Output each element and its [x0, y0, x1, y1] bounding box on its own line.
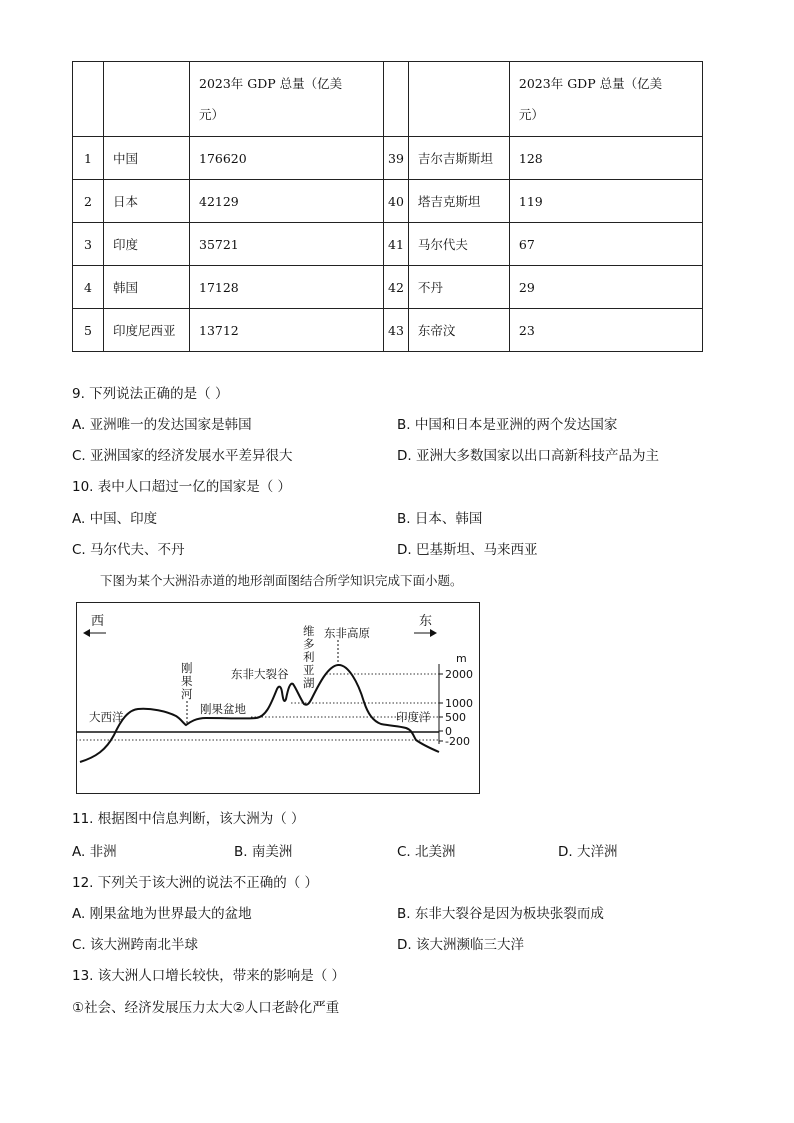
q10-option-d[interactable]: D. 巴基斯坦、马来西亚 [397, 542, 538, 558]
indian-ocean-label: 印度洋 [396, 710, 431, 724]
gdp-cell: 42129 [190, 180, 384, 223]
congo-river-label-3: 河 [181, 687, 193, 701]
country-cell: 马尔代夫 [408, 223, 509, 266]
tick-label: 0 [445, 725, 452, 738]
q10-option-b[interactable]: B. 日本、韩国 [397, 511, 483, 527]
q11-option-d[interactable]: D. 大洋洲 [558, 844, 618, 860]
gdp-cell: 17128 [190, 266, 384, 309]
rank-cell: 40 [384, 180, 409, 223]
q12-stem: 12. 下列关于该大洲的说法不正确的（ ） [72, 875, 319, 891]
q9-option-d[interactable]: D. 亚洲大多数国家以出口高新科技产品为主 [397, 448, 659, 464]
tick-label: 2000 [445, 668, 473, 681]
east-label: 东 [419, 614, 433, 629]
tick-label: 500 [445, 711, 466, 724]
rank-cell: 5 [73, 309, 104, 352]
header-cell-rank-left [73, 62, 104, 137]
axis-unit: m [456, 652, 467, 665]
table-row [73, 266, 703, 309]
gdp-cell: 67 [509, 223, 702, 266]
q13-stem: 13. 该大洲人口增长较快，带来的影响是（ ） [72, 968, 346, 984]
west-label: 西 [91, 614, 105, 629]
table-header-row [73, 62, 703, 137]
header-cell-rank-right [384, 62, 409, 137]
gdp-table [72, 61, 703, 352]
q9-stem: 9. 下列说法正确的是（ ） [72, 386, 229, 402]
rank-cell: 39 [384, 137, 409, 180]
congo-river-label-2: 果 [181, 674, 193, 688]
table-row [73, 309, 703, 352]
header-cell-country-left [104, 62, 190, 137]
country-cell: 中国 [104, 137, 190, 180]
gdp-cell: 13712 [190, 309, 384, 352]
congo-river-label-1: 刚 [181, 661, 193, 675]
rank-cell: 2 [73, 180, 104, 223]
victoria-label-5: 湖 [303, 676, 315, 690]
victoria-label-2: 多 [303, 637, 315, 651]
header-cell-country-right [408, 62, 509, 137]
q9-option-b[interactable]: B. 中国和日本是亚洲的两个发达国家 [397, 417, 618, 433]
victoria-label-3: 利 [303, 650, 315, 664]
q12-option-c[interactable]: C. 该大洲跨南北半球 [72, 937, 199, 953]
gdp-cell: 23 [509, 309, 702, 352]
country-cell: 韩国 [104, 266, 190, 309]
rift-valley-label: 东非大裂谷 [231, 667, 289, 681]
header-cell-gdp-left [190, 62, 384, 137]
gdp-cell: 35721 [190, 223, 384, 266]
q11-option-a[interactable]: A. 非洲 [72, 844, 117, 860]
tick-label: 1000 [445, 697, 473, 710]
country-cell: 印度尼西亚 [104, 309, 190, 352]
header-gdp-text: 2023年 GDP 总量（亿美 [199, 76, 343, 91]
tick-label: -200 [445, 735, 470, 748]
q12-option-a[interactable]: A. 刚果盆地为世界最大的盆地 [72, 906, 252, 922]
rank-cell: 43 [384, 309, 409, 352]
header-gdp-unit: 元） [199, 107, 225, 122]
terrain-profile-diagram [76, 602, 480, 794]
q11-option-c[interactable]: C. 北美洲 [397, 844, 456, 860]
q10-option-c[interactable]: C. 马尔代夫、不丹 [72, 542, 185, 558]
gdp-cell: 176620 [190, 137, 384, 180]
rank-cell: 1 [73, 137, 104, 180]
victoria-label-4: 亚 [303, 663, 315, 677]
rank-cell: 3 [73, 223, 104, 266]
country-cell: 东帝汶 [408, 309, 509, 352]
q9-option-a[interactable]: A. 亚洲唯一的发达国家是韩国 [72, 417, 252, 433]
header-cell-gdp-right [509, 62, 702, 137]
q10-stem: 10. 表中人口超过一亿的国家是（ ） [72, 479, 292, 495]
q11-stem: 11. 根据图中信息判断，该大洲为（ ） [72, 811, 305, 827]
q9-option-c[interactable]: C. 亚洲国家的经济发展水平差异很大 [72, 448, 293, 464]
gdp-cell: 29 [509, 266, 702, 309]
east-africa-plateau-label: 东非高原 [324, 626, 370, 640]
table-row [73, 180, 703, 223]
country-cell: 日本 [104, 180, 190, 223]
country-cell: 不丹 [408, 266, 509, 309]
q13-statement-line: ①社会、经济发展压力太大②人口老龄化严重 [72, 1000, 340, 1016]
rank-cell: 4 [73, 266, 104, 309]
country-cell: 吉尔吉斯斯坦 [408, 137, 509, 180]
country-cell: 塔吉克斯坦 [408, 180, 509, 223]
table-row [73, 137, 703, 180]
country-cell: 印度 [104, 223, 190, 266]
q12-option-b[interactable]: B. 东非大裂谷是因为板块张裂而成 [397, 906, 604, 922]
gdp-cell: 128 [509, 137, 702, 180]
q11-option-b[interactable]: B. 南美洲 [234, 844, 293, 860]
header-gdp-text: 2023年 GDP 总量（亿美 [518, 76, 663, 91]
header-gdp-unit: 元） [518, 107, 544, 122]
congo-basin-label: 刚果盆地 [200, 702, 246, 716]
victoria-label-1: 维 [303, 624, 315, 638]
q12-option-d[interactable]: D. 该大洲濒临三大洋 [397, 937, 524, 953]
atlantic-ocean-label: 大西洋 [89, 710, 124, 724]
table-row [73, 223, 703, 266]
diagram-intro: 下图为某个大洲沿赤道的地形剖面图结合所学知识完成下面小题。 [100, 573, 463, 588]
rank-cell: 41 [384, 223, 409, 266]
diagram-frame [77, 603, 480, 794]
rank-cell: 42 [384, 266, 409, 309]
gdp-cell: 119 [509, 180, 702, 223]
q10-option-a[interactable]: A. 中国、印度 [72, 511, 158, 527]
